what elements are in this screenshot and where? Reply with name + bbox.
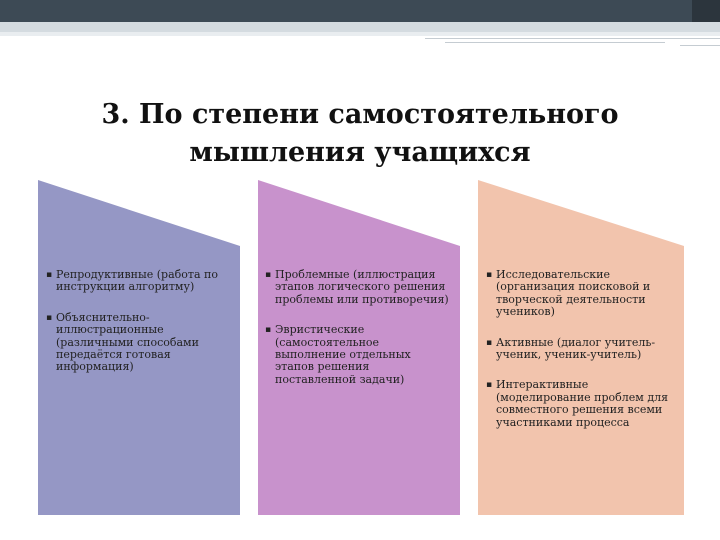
column-1-text [46, 269, 226, 392]
list-item: ▪ Эвристические (самостоятельное выполнение отдельных этапов решения поставленной задачи) [265, 323, 411, 386]
title-line-1: 3. По степени самостоятельного [101, 99, 619, 130]
title-line-2: мышления учащихся [189, 137, 531, 168]
bullet-icon: ▪ [486, 337, 493, 348]
bullet-icon: ▪ [46, 270, 53, 280]
bullet-icon: ▪ [265, 270, 272, 280]
bullet-icon: ▪ [486, 270, 493, 280]
list-item: ▪ Проблемные (иллюстрация этапов логического решения проблемы или противоречия) [265, 268, 449, 306]
list-item: ▪ Активные (диалог учитель-ученик, ученик-учитель) [486, 335, 656, 362]
column-3-text [486, 269, 671, 447]
list-item: ▪ Репродуктивные (работа по инструкции алгоритму) [46, 268, 218, 294]
bullet-icon: ▪ [46, 312, 53, 323]
list-item: ▪ Интерактивные (моделирование проблем для совместного решения всеми участниками процесса [486, 378, 669, 429]
list-item: ▪ Исследовательские (организация поисковой и творческой деятельности учеников) [486, 268, 651, 319]
column-2-text [265, 269, 450, 404]
bullet-icon: ▪ [265, 325, 272, 336]
list-item: ▪ Объяснительно-иллюстрационные (различными способами передаётся готовая информация) [46, 310, 199, 374]
bullet-icon: ▪ [486, 380, 493, 391]
